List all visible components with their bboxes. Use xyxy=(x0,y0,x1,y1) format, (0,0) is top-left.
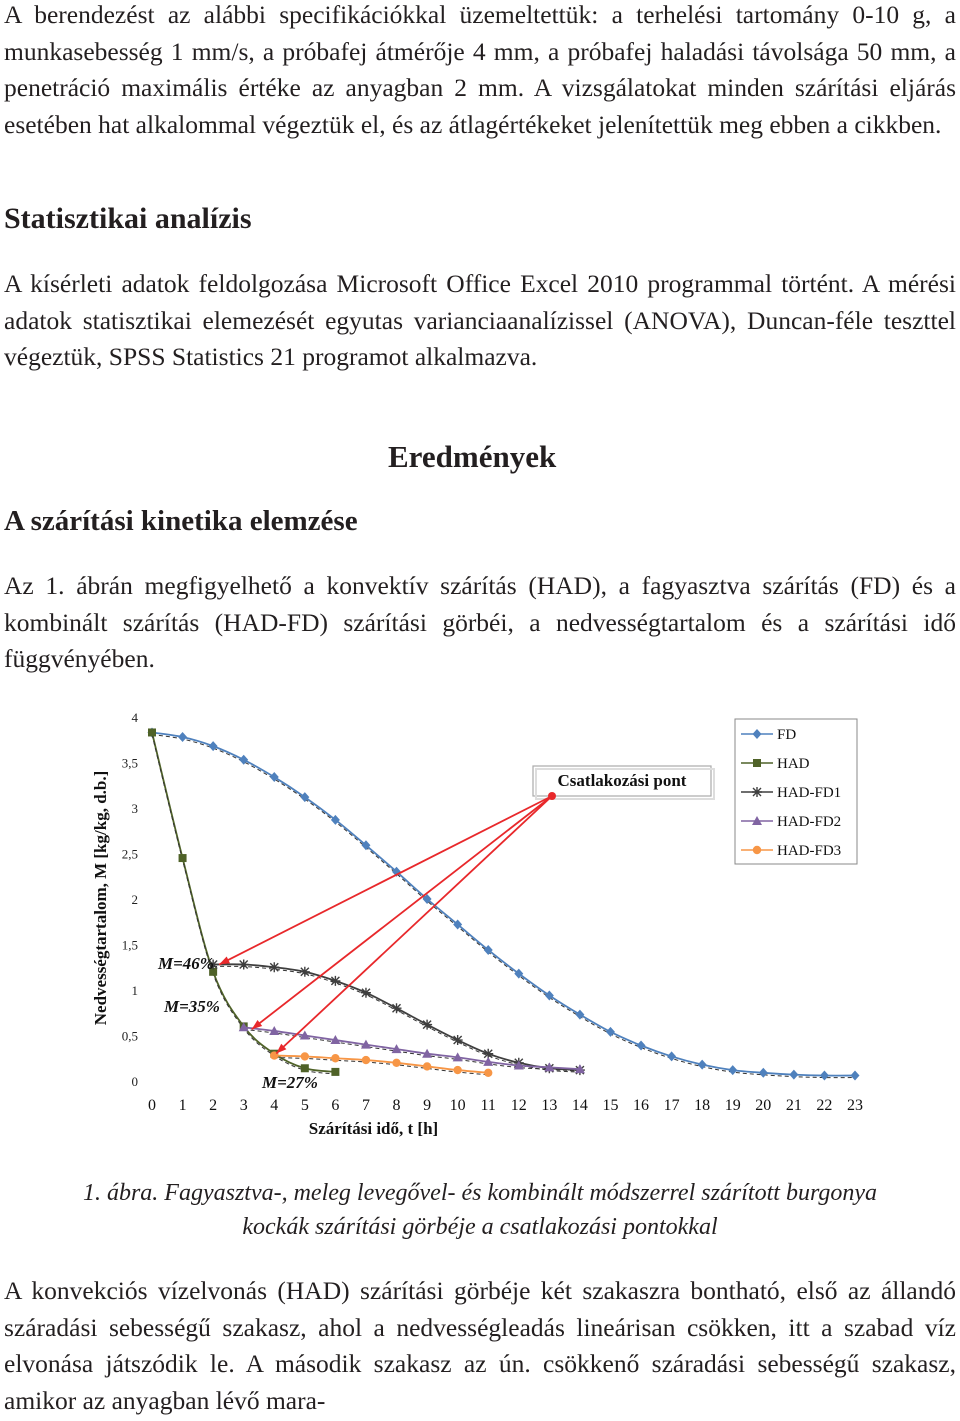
data-point xyxy=(422,1020,432,1030)
x-tick-label: 2 xyxy=(209,1097,218,1114)
x-tick-label: 22 xyxy=(816,1097,833,1114)
x-tick-label: 20 xyxy=(755,1097,772,1114)
data-point xyxy=(269,962,279,972)
x-tick-label: 13 xyxy=(541,1097,558,1114)
y-tick-label: 3 xyxy=(131,801,138,816)
data-point xyxy=(179,854,187,862)
arrow-head xyxy=(219,956,230,964)
data-point xyxy=(484,1069,492,1077)
connection-arrow xyxy=(252,796,552,1029)
data-point xyxy=(514,969,523,979)
legend-entry: FD xyxy=(777,727,797,743)
x-tick-label: 4 xyxy=(270,1097,279,1114)
data-point xyxy=(301,1064,309,1072)
y-tick-label: 4 xyxy=(131,710,138,725)
data-point xyxy=(667,1051,676,1061)
moisture-annotation: M=27% xyxy=(262,1073,318,1092)
x-tick-label: 12 xyxy=(510,1097,527,1114)
data-point xyxy=(331,1068,339,1076)
y-tick-label: 1 xyxy=(131,983,138,998)
x-tick-label: 8 xyxy=(392,1097,401,1114)
intro-paragraph: A berendezést az alábbi specifikációkkal üzemeltettük: a terhelési tartomány 0-10 g, a munkasebesség 1 mm/s, a próbafej átmérője 4 mm, a próbafej haladási távolsága 50 mm, a penetráció maximális értéke az anyagban 2 mm. A vizsgálatokat minden szárítási eljárás esetében hat alkalommal végeztük el, és az átlagértékeket jelenítettük meg ebben a cikkben. xyxy=(4,0,956,139)
y-tick-label: 2,5 xyxy=(121,846,138,862)
trend-line xyxy=(213,966,580,1072)
x-tick-label: 3 xyxy=(239,1097,248,1114)
x-tick-label: 16 xyxy=(633,1097,650,1114)
x-tick-label: 15 xyxy=(602,1097,619,1114)
data-point xyxy=(178,732,187,742)
data-point xyxy=(239,960,249,970)
x-tick-label: 11 xyxy=(480,1097,496,1114)
x-tick-label: 6 xyxy=(331,1097,340,1114)
series-line xyxy=(244,1027,580,1069)
callout-point xyxy=(548,792,556,800)
data-point xyxy=(361,988,371,998)
x-tick-label: 5 xyxy=(300,1097,309,1114)
moisture-annotation: M=46% xyxy=(158,954,214,973)
y-tick-label: 0 xyxy=(131,1074,138,1089)
y-tick-label: 1,5 xyxy=(121,937,138,953)
x-tick-label: 23 xyxy=(847,1097,863,1114)
y-tick-label: 0,5 xyxy=(121,1028,138,1044)
caption-line-1: 1. ábra. Fagyasztva-, meleg levegővel- és kombinált módszerrel szárított burgonya xyxy=(82,1180,878,1206)
callout-label: Csatlakozási pont xyxy=(557,771,687,790)
data-point xyxy=(362,1056,370,1064)
legend-entry: HAD xyxy=(777,756,810,772)
data-point xyxy=(453,1066,461,1074)
discussion-paragraph: A konvekciós vízelvonás (HAD) szárítási görbéje két szakaszra bontható, első az állandó száradási sebességű szakasz, ahol a nedvességleadás lineárisan csökken, itt a szabad víz elvonása játszódik le. A második szakasz az ún. csökkenő száradási sebességű szakasz, amikor az anyagban lévő mara- xyxy=(4,1276,956,1415)
data-point xyxy=(753,846,761,854)
data-point xyxy=(752,787,762,797)
data-point xyxy=(728,1065,737,1075)
drying-curves-chart xyxy=(0,700,960,1150)
connection-arrow xyxy=(276,796,552,1054)
figure-caption xyxy=(0,1176,960,1244)
subsection-heading-kinetics: A szárítási kinetika elemzése xyxy=(4,505,358,537)
data-point xyxy=(759,1068,768,1078)
data-point xyxy=(148,728,156,736)
x-tick-label: 0 xyxy=(148,1097,156,1114)
x-tick-label: 10 xyxy=(449,1097,466,1114)
x-tick-label: 19 xyxy=(724,1097,741,1114)
data-point xyxy=(392,1003,402,1013)
data-point xyxy=(753,759,761,767)
data-point xyxy=(423,1062,431,1070)
connection-arrow xyxy=(219,796,552,965)
data-point xyxy=(300,967,310,977)
moisture-annotation: M=35% xyxy=(164,997,220,1016)
x-axis-label: Szárítási idő, t [h] xyxy=(308,1119,439,1138)
data-point xyxy=(301,1052,309,1060)
x-tick-label: 18 xyxy=(694,1097,711,1114)
legend-entry: HAD-FD3 xyxy=(777,843,842,859)
y-axis-title: Nedvességtartalom, M [kg/kg, d.b.] xyxy=(91,770,110,1026)
statistics-paragraph: A kísérleti adatok feldolgozása Microsoft Office Excel 2010 programmal történt. A mérési adatok statisztikai elemezését egyutas varianciaanalízissel (ANOVA), Duncan-féle teszttel végeztük, SPSS Statistics 21 programot alkalmazva. xyxy=(4,269,956,371)
data-point xyxy=(300,792,309,802)
data-point xyxy=(606,1027,615,1037)
caption-line-2: kockák szárítási görbéje a csatlakozási pontokkal xyxy=(242,1214,718,1240)
section-heading-statistics: Statisztikai analízis xyxy=(4,202,252,235)
data-point xyxy=(851,1071,860,1081)
series-line xyxy=(152,732,335,1071)
x-tick-label: 14 xyxy=(571,1097,588,1114)
x-tick-label: 9 xyxy=(423,1097,432,1114)
data-point xyxy=(789,1070,798,1080)
data-point xyxy=(331,1054,339,1062)
legend-entry: HAD-FD2 xyxy=(777,814,842,830)
data-point xyxy=(698,1060,707,1070)
y-tick-label: 2 xyxy=(131,892,138,907)
kinetics-paragraph: Az 1. ábrán megfigyelhető a konvektív szárítás (HAD), a fagyasztva szárítás (FD) és a kombinált szárítás (HAD-FD) szárítási görbéi, a nedvességtartalom és a szárítási idő függvényében. xyxy=(4,571,956,673)
x-tick-label: 7 xyxy=(361,1097,370,1114)
series-had-fd1 xyxy=(208,960,585,1076)
x-tick-label: 21 xyxy=(785,1097,802,1114)
data-point xyxy=(330,976,340,986)
legend-entry: HAD-FD1 xyxy=(777,785,842,801)
y-tick-label: 3,5 xyxy=(121,755,138,771)
data-point xyxy=(575,1010,584,1020)
data-point xyxy=(453,1035,463,1045)
section-heading-results: Eredmények xyxy=(388,439,557,474)
data-point xyxy=(820,1071,829,1081)
x-tick-label: 1 xyxy=(178,1097,187,1114)
data-point xyxy=(392,1059,400,1067)
x-tick-label: 17 xyxy=(663,1097,680,1114)
